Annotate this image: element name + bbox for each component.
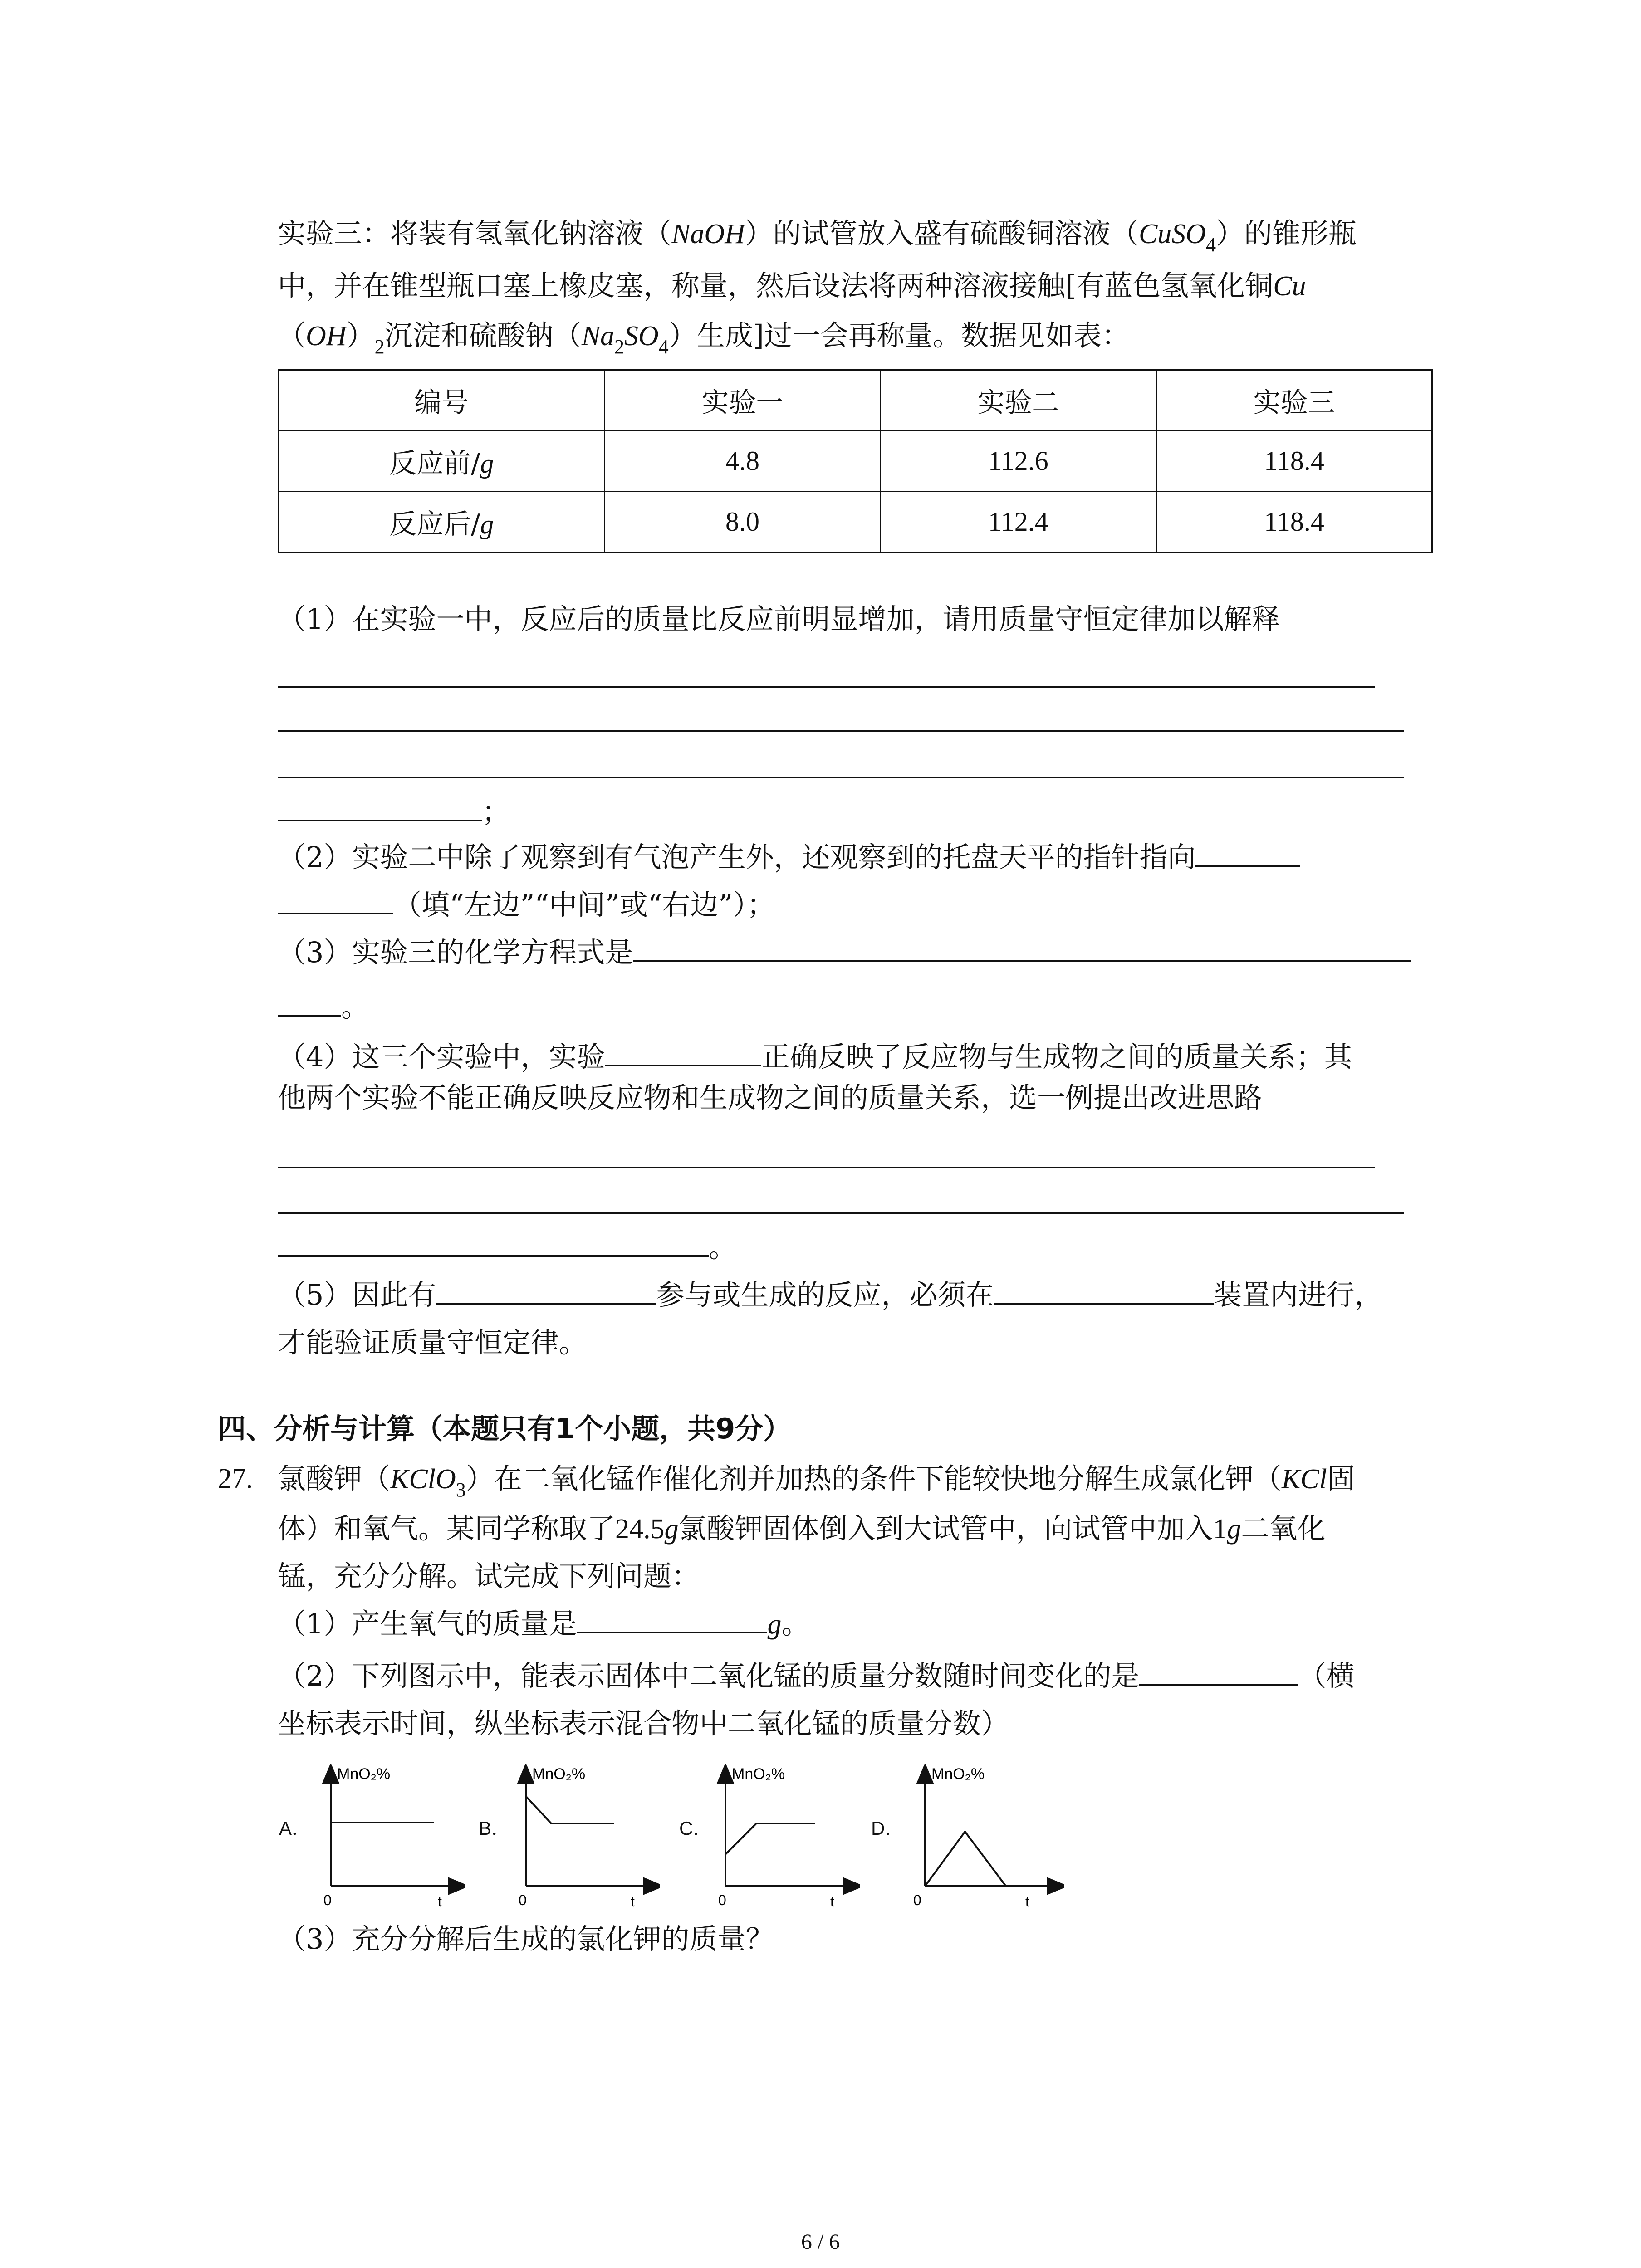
q27-text: ）在二氧化锰作催化剂并加热的条件下能较快地分解生成氯化钾（ (465, 1462, 1282, 1495)
q1-last-line (278, 787, 510, 837)
exp3-text: 沉淀和硫酸钠（ (384, 319, 582, 352)
answer-blank[interactable] (1139, 1654, 1298, 1686)
q5-text: 装置内进行， (1214, 1278, 1383, 1311)
formula-oh: OH (306, 321, 347, 352)
q27-text: 氯酸钾固体倒入到大试管中，向试管中加入 (678, 1512, 1213, 1545)
row-label-text: 反应前/ (389, 447, 480, 479)
section-heading: 四、分析与计算（本题只有1个小题，共9分） (218, 1412, 792, 1445)
formula-cu: Cu (1273, 271, 1306, 302)
formula-kclo3: KClO (390, 1464, 456, 1495)
option-label-a: A． (279, 1818, 311, 1839)
x-axis-label: t (830, 1893, 834, 1910)
answer-blank[interactable] (994, 1273, 1214, 1305)
graph-option-a[interactable] (315, 1764, 465, 1913)
unit-g: g (1227, 1514, 1241, 1545)
row-unit: g (480, 448, 494, 479)
q5-line2: 才能验证质量守恒定律。 (278, 1326, 588, 1359)
x-axis-label: t (438, 1893, 442, 1910)
option-label-c: C． (679, 1818, 712, 1839)
exp3-text: 中，并在锥型瓶口塞上橡皮塞，称量，然后设法将两种溶液接触[有蓝色氢氧化铜 (278, 269, 1274, 302)
exp3-text: ）生成]过一会再称量。数据见如表： (668, 319, 1130, 352)
answer-blank[interactable] (577, 1602, 767, 1633)
answer-blank[interactable] (278, 790, 482, 821)
q27-number: 27. (218, 1463, 253, 1494)
q3-text: （3）实验三的化学方程式是 (278, 936, 633, 969)
subscript: 2 (614, 336, 624, 358)
exp3-line2 (278, 261, 1306, 311)
option-label-d: D． (871, 1818, 904, 1839)
q27-text: （1）产生氧气的质量是 (278, 1607, 577, 1640)
answer-blank[interactable] (1195, 835, 1300, 867)
origin-label: 0 (913, 1892, 921, 1908)
table-row (279, 431, 1432, 492)
q27-text: （2）下列图示中，能表示固体中二氧化锰的质量分数随时间变化的是 (278, 1659, 1140, 1692)
exp3-text: （ (278, 319, 306, 352)
y-axis-label: MnO₂% (732, 1765, 785, 1783)
table-header-cell: 实验二 (880, 370, 1156, 431)
formula-kcl: KCl (1281, 1464, 1327, 1495)
table-cell: 118.4 (1156, 492, 1432, 552)
q27-line2 (278, 1504, 1326, 1554)
page-number: 6 / 6 (801, 2230, 840, 2254)
q27-line1 (278, 1454, 1355, 1507)
formula-na: Na (581, 321, 614, 352)
subscript: 3 (456, 1479, 466, 1501)
q27-part1 (278, 1599, 809, 1649)
answer-blank[interactable] (436, 1273, 656, 1305)
table-header-cell: 实验一 (605, 370, 881, 431)
q27-part2-line1 (278, 1651, 1354, 1701)
y-axis-label: MnO₂% (337, 1765, 391, 1783)
formula-cuso4: CuSO (1138, 219, 1206, 249)
answer-blank[interactable] (278, 1225, 709, 1257)
table-cell: 8.0 (605, 492, 881, 552)
table-row (279, 492, 1432, 552)
answer-line[interactable] (278, 730, 1404, 732)
exp3-text: 实验三：将装有氢氧化钠溶液（ (278, 217, 672, 250)
table-row-label (279, 431, 605, 492)
mass-value: 1 (1213, 1514, 1227, 1545)
table-cell: 112.4 (880, 492, 1156, 552)
answer-blank[interactable] (633, 930, 1411, 962)
graph-option-d[interactable] (910, 1764, 1064, 1913)
q5-text: （5）因此有 (278, 1278, 436, 1311)
answer-line[interactable] (278, 777, 1404, 778)
x-axis-label: t (631, 1893, 635, 1910)
exp3-text: ） (346, 319, 375, 352)
answer-line[interactable] (278, 1212, 1404, 1214)
table-header-row (279, 370, 1432, 431)
q5-line1 (278, 1270, 1382, 1320)
q27-part2-line2: 坐标表示时间，纵坐标表示混合物中二氧化锰的质量分数） (278, 1707, 1009, 1740)
q2-line1 (278, 832, 1300, 882)
table-header-cell: 编号 (279, 370, 605, 431)
q27-line3: 锰，充分分解。试完成下列问题： (278, 1559, 700, 1593)
subscript: 2 (374, 336, 385, 358)
graph-option-b[interactable] (510, 1764, 660, 1913)
q1-text: （1）在实验一中，反应后的质量比反应前明显增加，请用质量守恒定律加以解释 (278, 602, 1280, 635)
q27-text: 氯酸钾（ (278, 1462, 391, 1495)
q1-end: ； (482, 795, 510, 828)
q2-line2 (278, 880, 775, 930)
answer-blank[interactable] (278, 883, 393, 914)
q27-text: 体）和氧气。某同学称取了 (278, 1512, 616, 1545)
q4-last-line (278, 1222, 737, 1272)
q3-line1 (278, 928, 1411, 978)
q3-end: 。 (341, 990, 370, 1023)
x-axis-label: t (1025, 1893, 1029, 1910)
table-header-cell: 实验三 (1156, 370, 1432, 431)
exp3-line1 (278, 209, 1357, 262)
q4-end: 。 (709, 1231, 737, 1264)
q4-text: （4）这三个实验中，实验 (278, 1040, 605, 1073)
table-row-label (279, 492, 605, 552)
answer-line[interactable] (278, 686, 1375, 688)
row-unit: g (480, 509, 494, 539)
origin-label: 0 (718, 1892, 726, 1908)
unit-g: g (767, 1609, 782, 1640)
q4-text: 正确反映了反应物与生成物之间的质量关系；其 (761, 1040, 1352, 1073)
q27-text: 。 (781, 1607, 810, 1640)
formula-so4: SO (624, 321, 659, 352)
graph-option-c[interactable] (710, 1764, 860, 1913)
origin-label: 0 (519, 1892, 527, 1908)
y-axis-label: MnO₂% (931, 1765, 985, 1783)
q27-text: 固 (1327, 1462, 1355, 1495)
formula-naoh: NaOH (671, 219, 745, 249)
y-axis-label: MnO₂% (532, 1765, 586, 1783)
exp3-text: ）的试管放入盛有硫酸铜溶液（ (745, 217, 1139, 250)
q5-text: 参与或生成的反应，必须在 (656, 1278, 994, 1311)
exp3-line3 (278, 311, 1130, 364)
option-label-b: B． (479, 1818, 511, 1839)
q4-line2: 他两个实验不能正确反映反应物和生成物之间的质量关系，选一例提出改进思路 (278, 1081, 1263, 1114)
answer-line[interactable] (278, 1167, 1375, 1168)
q27-part3: （3）充分分解后生成的氯化钾的质量？ (278, 1922, 774, 1955)
table-cell: 112.6 (880, 431, 1156, 492)
table-cell: 4.8 (605, 431, 881, 492)
row-label-text: 反应后/ (389, 508, 480, 540)
origin-label: 0 (323, 1892, 332, 1908)
q27-text: （横 (1298, 1659, 1355, 1692)
q2-text: （填“左边”“中间”或“右边”）； (393, 888, 775, 921)
q27-text: 二氧化 (1241, 1512, 1326, 1545)
mass-value: 24.5 (615, 1514, 665, 1545)
table-cell: 118.4 (1156, 431, 1432, 492)
data-table (278, 369, 1433, 553)
subscript: 4 (1206, 234, 1216, 256)
answer-blank[interactable] (278, 985, 341, 1017)
unit-g: g (664, 1514, 679, 1545)
q3-line2 (278, 982, 369, 1032)
subscript: 4 (658, 336, 669, 358)
q2-text: （2）实验二中除了观察到有气泡产生外，还观察到的托盘天平的指针指向 (278, 841, 1196, 874)
answer-blank[interactable] (605, 1035, 761, 1066)
exp3-text: ）的锥形瓶 (1216, 217, 1357, 250)
